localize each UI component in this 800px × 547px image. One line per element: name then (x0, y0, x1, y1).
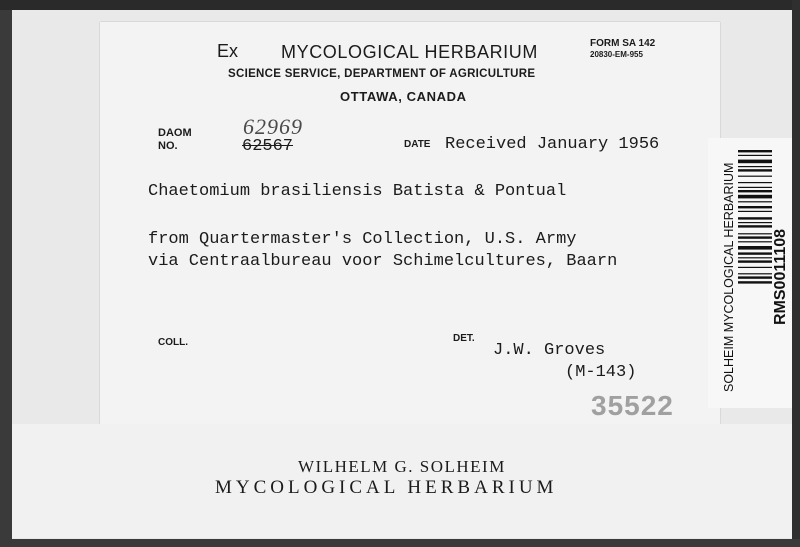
ex-prefix: Ex (217, 41, 239, 61)
determiner-code: (M-143) (565, 363, 637, 382)
barcode-stripe (738, 201, 772, 202)
barcode-icon (738, 150, 772, 330)
accession-stamp: 35522 (591, 390, 674, 421)
barcode-stripe (738, 176, 772, 177)
barcode-stripe (738, 190, 772, 192)
barcode-stripe (738, 206, 772, 208)
barcode-stripe (738, 150, 772, 152)
barcode-stripe (738, 222, 772, 223)
barcode-stripe (738, 182, 772, 183)
handwritten-number: 62969 (243, 114, 303, 139)
barcode-stripe (738, 236, 772, 238)
source-line-1: from Quartermaster's Collection, U.S. Army (148, 230, 577, 249)
owner-herbarium: MYCOLOGICAL HERBARIUM (215, 477, 558, 498)
determiner-name: J.W. Groves (493, 341, 606, 360)
form-number: FORM SA 142 (590, 38, 656, 49)
barcode-herbarium-text: SOLHEIM MYCOLOGICAL HERBARIUM (722, 162, 736, 392)
department-line: SCIENCE SERVICE, DEPARTMENT OF AGRICULTURE (228, 68, 536, 80)
form-code: 20830-EM-955 (590, 50, 643, 59)
barcode-stripe (738, 195, 772, 199)
source-line-2: via Centraalbureau voor Schimelcultures, Baarn (148, 252, 618, 271)
board-edge-right (792, 0, 800, 547)
no-label: NO. (158, 140, 178, 152)
barcode-stripe (738, 252, 772, 254)
coll-label: COLL. (158, 337, 188, 348)
board-edge-left (0, 0, 12, 547)
location-line: OTTAWA, CANADA (340, 89, 467, 104)
board-edge-top (0, 0, 800, 10)
date-label: DATE (404, 139, 431, 150)
date-value: Received January 1956 (445, 135, 660, 154)
species-name: Chaetomium brasiliensis Batista & Pontual (148, 182, 567, 201)
barcode-stripe (738, 187, 772, 188)
daom-label: DAOM (158, 127, 192, 139)
barcode-stripe (738, 241, 772, 242)
barcode-stripe (738, 211, 772, 212)
barcode-stripe (738, 155, 772, 156)
barcode-number: RMS0011108 (772, 228, 789, 325)
barcode-stripe (738, 260, 772, 262)
barcode-stripe (738, 276, 772, 278)
owner-name: WILHELM G. SOLHEIM (298, 457, 506, 476)
barcode-stripe (738, 160, 772, 164)
board-edge-bottom (0, 539, 800, 547)
det-label: DET. (453, 333, 475, 344)
barcode-stripe (738, 257, 772, 258)
barcode-stripe (738, 246, 772, 250)
barcode-stripe (738, 281, 772, 283)
barcode-stripe (738, 166, 772, 167)
crossed-out-number: 62567 (242, 137, 294, 156)
barcode-stripe (738, 267, 772, 268)
herbarium-title: MYCOLOGICAL HERBARIUM (281, 42, 538, 62)
barcode-stripe (738, 233, 772, 234)
barcode-stripe (738, 225, 772, 227)
barcode-stripe (738, 169, 772, 171)
barcode-stripe (738, 273, 772, 274)
barcode-stripe (738, 217, 772, 219)
